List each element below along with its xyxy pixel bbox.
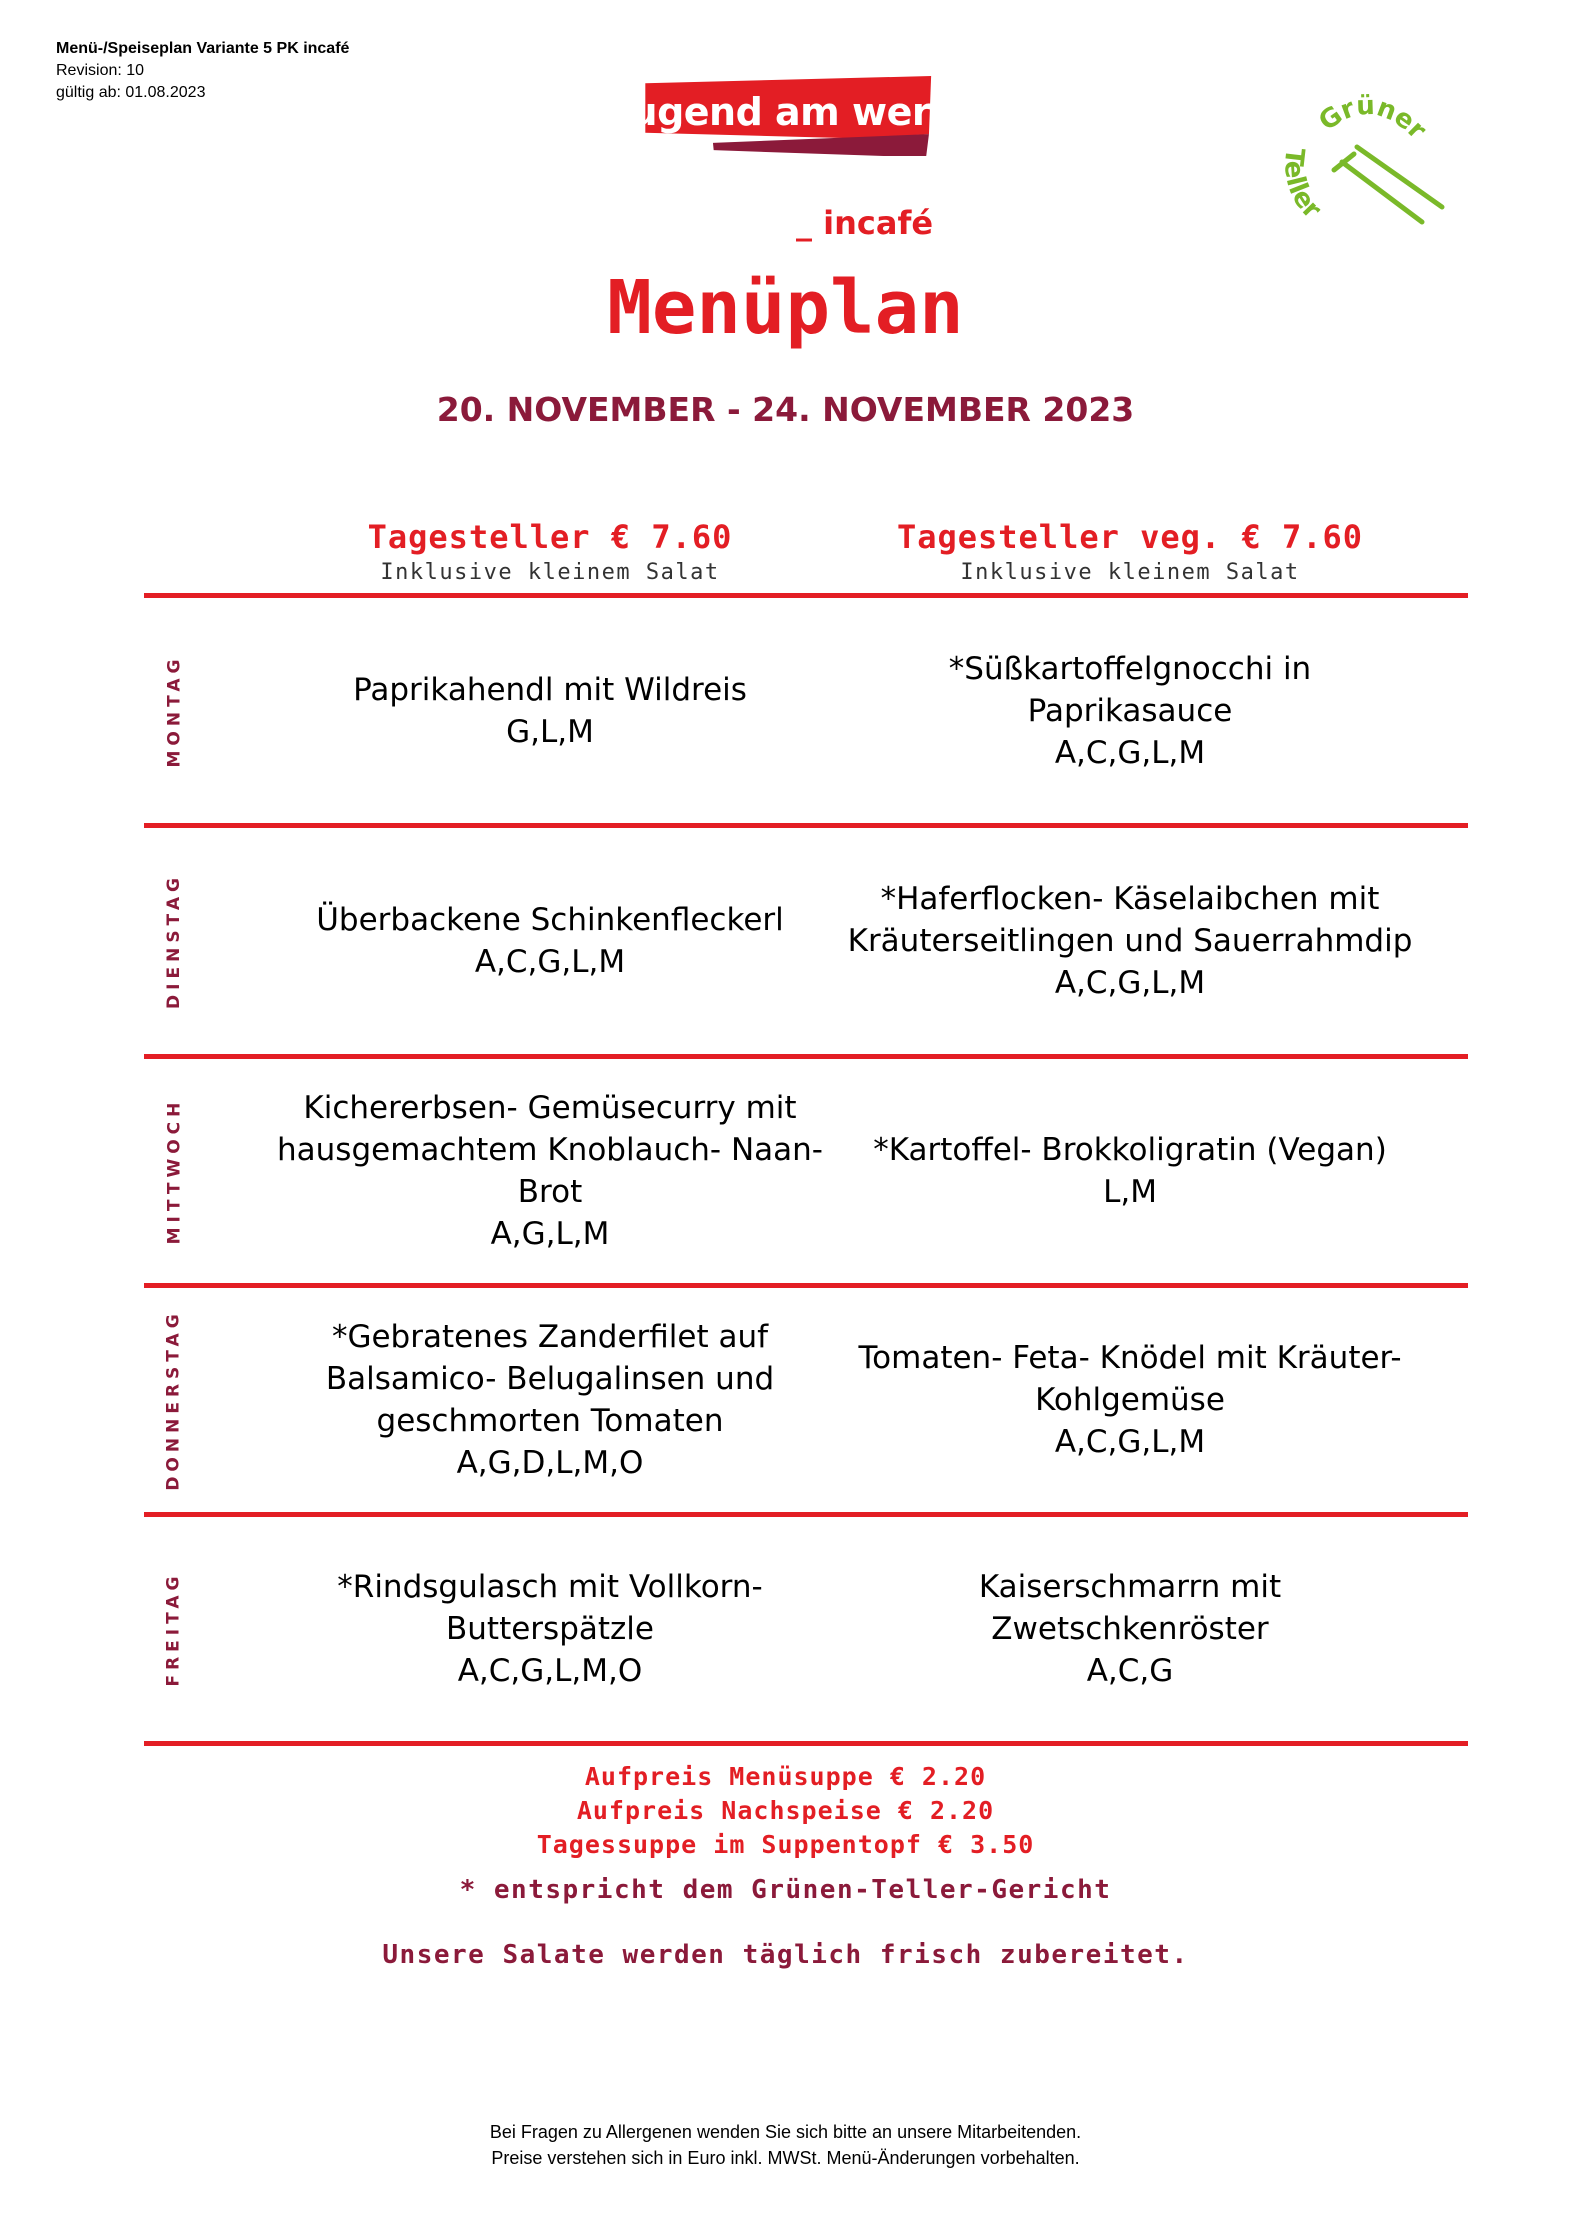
day-label-tuesday: DIENSTAG [164, 873, 185, 1009]
document-meta [56, 38, 349, 104]
meal-friday-standard: *Rindsgulasch mit Vollkorn- Butterspätzle A,C,G,L,M,O [337, 1569, 763, 1689]
column-price: Tagesteller € 7.60 [367, 518, 733, 556]
column-price: Tagesteller veg. € 7.60 [896, 518, 1364, 556]
column-header-standard [280, 518, 820, 585]
page-title: Menüplan [607, 265, 964, 351]
gruener-teller-badge [1272, 92, 1452, 242]
meal-tuesday-vegetarian: *Haferflocken- Käselaibchen mit Kräuterseitlingen und Sauerrahmdip A,C,G,L,M [847, 881, 1413, 1001]
document-valid-from: gültig ab: 01.08.2023 [56, 84, 206, 101]
document-revision: Revision: 10 [56, 62, 145, 79]
date-range: 20. NOVEMBER - 24. NOVEMBER 2023 [436, 390, 1135, 429]
day-label-thursday: DONNERSTAG [164, 1309, 185, 1491]
column-subtitle: Inklusive kleinem Salat [380, 560, 720, 585]
allergen-note: Bei Fragen zu Allergenen wenden Sie sich bitte an unsere Mitarbeitenden. [489, 2122, 1082, 2142]
meal-thursday-standard: *Gebratenes Zanderfilet auf Balsamico- Belugalinsen und geschmorten Tomaten A,G,D,L,M,O [325, 1319, 775, 1481]
extra-daily-soup-price: Tagessuppe im Suppentopf € 3.50 [536, 1830, 1035, 1859]
jugend-am-werk-logo [580, 68, 1000, 258]
meal-monday-standard: Paprikahendl mit Wildreis G,L,M [353, 671, 747, 750]
price-note: Preise verstehen sich in Euro inkl. MWSt. Menü-Änderungen vorbehalten. [491, 2148, 1080, 2168]
meal-monday-vegetarian: *Süßkartoffelgnocchi in Paprikasauce A,C,G,L,M [948, 650, 1312, 771]
meal-wednesday-standard: Kichererbsen- Gemüsecurry mit hausgemachtem Knoblauch- Naan- Brot A,G,L,M [277, 1090, 823, 1252]
day-label-friday: FREITAG [164, 1571, 184, 1687]
fork-knife-icon [1334, 147, 1442, 222]
meal-tuesday-standard: Überbackene Schinkenfleckerl A,C,G,L,M [316, 902, 784, 980]
meal-wednesday-vegetarian: *Kartoffel- Brokkoligratin (Vegan) L,M [873, 1132, 1387, 1210]
document-title: Menü-/Speiseplan Variante 5 PK incafé [56, 40, 350, 57]
logo-text: jugend am werk _ [618, 90, 987, 134]
extra-soup-price: Aufpreis Menüsuppe € 2.20 [584, 1762, 987, 1791]
divider [144, 1741, 1468, 1746]
day-label-wednesday: MITTWOCH [164, 1097, 185, 1245]
day-label-monday: MONTAG [164, 654, 185, 767]
svg-text:Grüner [1314, 92, 1432, 145]
svg-text:Teller [1278, 146, 1327, 225]
logo-subtitle: _ incafé [796, 204, 934, 242]
green-plate-note: * entspricht dem Grünen-Teller-Gericht [459, 1875, 1112, 1905]
column-header-vegetarian [860, 518, 1400, 585]
meal-friday-vegetarian: Kaiserschmarrn mit Zwetschkenröster A,C,G [978, 1569, 1282, 1689]
salad-note: Unsere Salate werden täglich frisch zubereitet. [382, 1940, 1189, 1970]
badge-text-top: Grüner [1313, 92, 1432, 146]
meal-thursday-vegetarian: Tomaten- Feta- Knödel mit Kräuter- Kohlgemüse A,C,G,L,M [858, 1340, 1402, 1460]
extra-dessert-price: Aufpreis Nachspeise € 2.20 [576, 1796, 995, 1825]
badge-text-left: Teller [1277, 146, 1327, 225]
column-subtitle: Inklusive kleinem Salat [960, 560, 1300, 585]
